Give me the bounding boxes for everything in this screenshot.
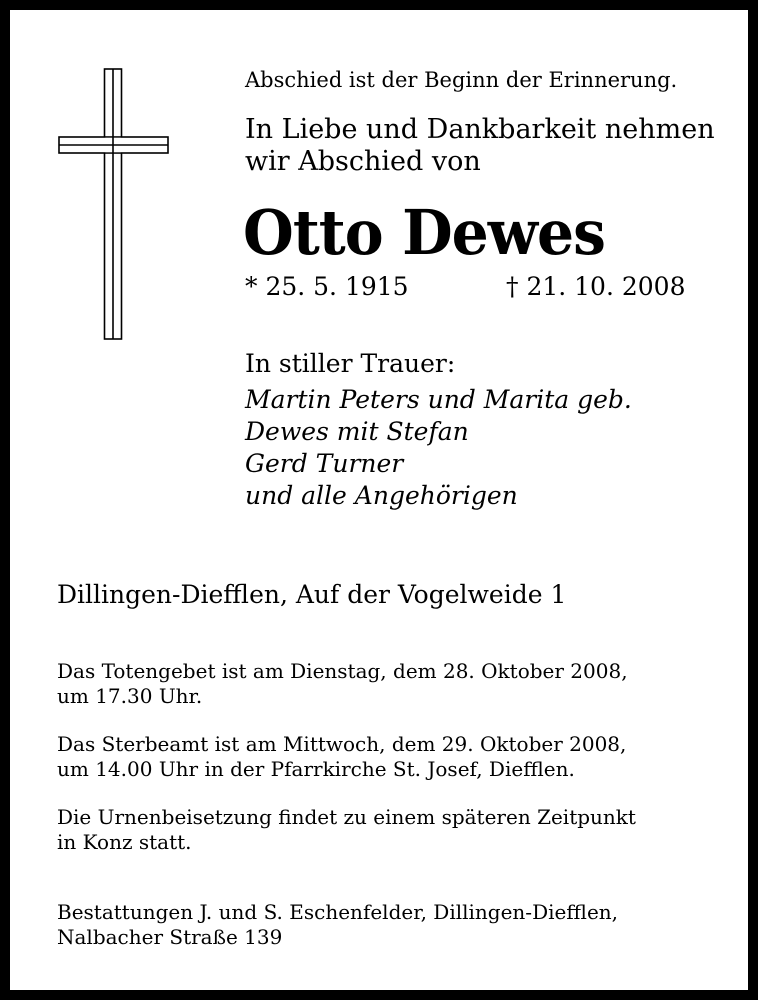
mass-line: um 14.00 Uhr in der Pfarrkirche St. Josef, Diefflen. [57,757,575,781]
cross-icon [58,68,170,340]
motto: Abschied ist der Beginn der Erinnerung. [245,68,678,92]
urn-line: in Konz statt. [57,830,192,854]
home-address: Dillingen-Diefflen, Auf der Vogelweide 1 [57,580,567,609]
undertaker-info [57,900,737,950]
prayer-line: Das Totengebet ist am Dienstag, dem 28. Oktober 2008, [57,659,628,683]
death-date: † 21. 10. 2008 [506,272,686,301]
mourners-list [245,384,745,512]
intro-text [245,114,745,178]
prayer-line: um 17.30 Uhr. [57,684,203,708]
mourner-line: Dewes mit Stefan [245,417,469,446]
intro-line: wir Abschied von [245,146,481,177]
mass-line: Das Sterbeamt ist am Mittwoch, dem 29. Oktober 2008, [57,732,627,756]
deceased-name: Otto Dewes [243,196,606,269]
birth-date: * 25. 5. 1915 [245,272,409,301]
undertaker-line: Nalbacher Straße 139 [57,925,283,949]
intro-line: In Liebe und Dankbarkeit nehmen [245,114,715,145]
urn-line: Die Urnenbeisetzung findet zu einem späteren Zeitpunkt [57,805,636,829]
mourner-line: und alle Angehörigen [245,481,518,510]
undertaker-line: Bestattungen J. und S. Eschenfelder, Dillingen-Diefflen, [57,900,619,924]
urn-burial-info [57,805,737,855]
mourner-line: Martin Peters und Marita geb. [245,385,632,414]
mass-info [57,732,737,782]
mourner-line: Gerd Turner [245,449,404,478]
prayer-info [57,659,737,709]
mourning-label: In stiller Trauer: [245,349,456,378]
